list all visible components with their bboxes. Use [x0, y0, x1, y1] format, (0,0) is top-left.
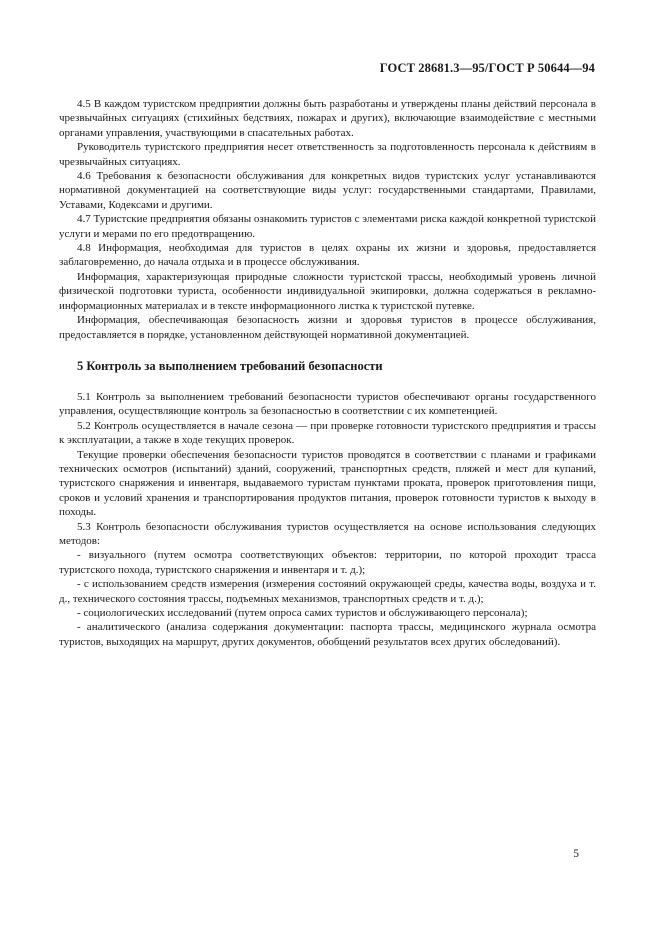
- method-measurement: - с использованием средств измерения (измерения состояний окружающей среды, качества воды, воздуха и т. д., технического состояния трассы, подъемных механизмов, транспортных средств и т. д.);: [59, 578, 596, 605]
- method-analytical: - аналитического (анализа содержания документации: паспорта трассы, медицинского журнала осмотра туристов, выходящих на маршрут, других документов, обобщений результатов всех других обследований).: [59, 621, 596, 648]
- clause-5-3: 5.3 Контроль безопасности обслуживания туристов осуществляется на основе использования следующих методов:: [59, 520, 596, 547]
- clause-4-7: 4.7 Туристские предприятия обязаны ознакомить туристов с элементами риска каждой конкретной туристской услуги и мерами по его предотвращению.: [59, 213, 596, 240]
- clause-4-6: 4.6 Требования к безопасности обслуживания для конкретных видов туристских услуг устанавливаются нормативной документацией на соответствующие виды услуг: государственными стандартами, Правилами, Уставами, Кодексами и другими.: [59, 170, 596, 211]
- clause-5-2: 5.2 Контроль осуществляется в начале сезона — при проверке готовности туристского предприятия и трассы к эксплуатации, а также в ходе текущих проверок.: [59, 419, 596, 447]
- method-visual: - визуального (путем осмотра соответствующих объектов: территории, по которой проходит трасса туристского похода, туристского снаряжения и инвентаря и т. д.);: [59, 549, 596, 576]
- standard-header: ГОСТ 28681.3—95/ГОСТ Р 50644—94: [379, 61, 595, 75]
- clause-5-1: 5.1 Контроль за выполнением требований безопасности туристов обеспечивают органы государственного управления, осуществляющие контроль за безопасностью в соответствии с их компетенцией.: [59, 390, 596, 418]
- clause-4-8: 4.8 Информация, необходимая для туристов в целях охраны их жизни и здоровья, предоставляется заблаговременно, до начала отдыха и в процессе обслуживания.: [59, 242, 596, 269]
- method-sociological: - социологических исследований (путем опроса самих туристов и обслуживающего персонала);: [77, 607, 528, 619]
- clause-4-8-route-info: Информация, характеризующая природные сложности туристской трассы, необходимый уровень личной физической подготовки туриста, особенности индивидуальной экипировки, должна содержаться в рекламно-информационных материалах и в тексте информационного листка к туристской путевке.: [59, 270, 596, 312]
- clause-5-2-current-checks: Текущие проверки обеспечения безопасности туристов проводятся в соответствии с планами и графиками технических осмотров (испытаний) зданий, сооружений, транспортных средств, пляжей и мест для купаний, туристского снаряжения и инвентаря, выдаваемого туристам пунктами проката, проверок приготовления пищи, сроков и условий хранения и транспортирования продуктов питания, проверок готовности туристов к выходу в походы.: [59, 448, 596, 519]
- clause-4-5: 4.5 В каждом туристском предприятии должны быть разработаны и утверждены планы действий персонала в чрезвычайных ситуациях (стихийных бедствиях, пожарах и других), включающие взаимодействие с местными органами управления, участвующими в спасательных работах.: [59, 98, 596, 139]
- page-content: [59, 97, 596, 649]
- clause-4-8-safety-info: Информация, обеспечивающая безопасность жизни и здоровья туристов в процессе обслуживания, предоставляется в порядке, установленном действующей нормативной документацией.: [59, 314, 596, 341]
- page-number: 5: [573, 848, 579, 860]
- clause-4-5-responsibility: Руководитель туристского предприятия несет ответственность за подготовленность персонала к действиям в чрезвычайных ситуациях.: [59, 141, 596, 168]
- section-5-title: 5 Контроль за выполнением требований безопасности: [77, 358, 383, 373]
